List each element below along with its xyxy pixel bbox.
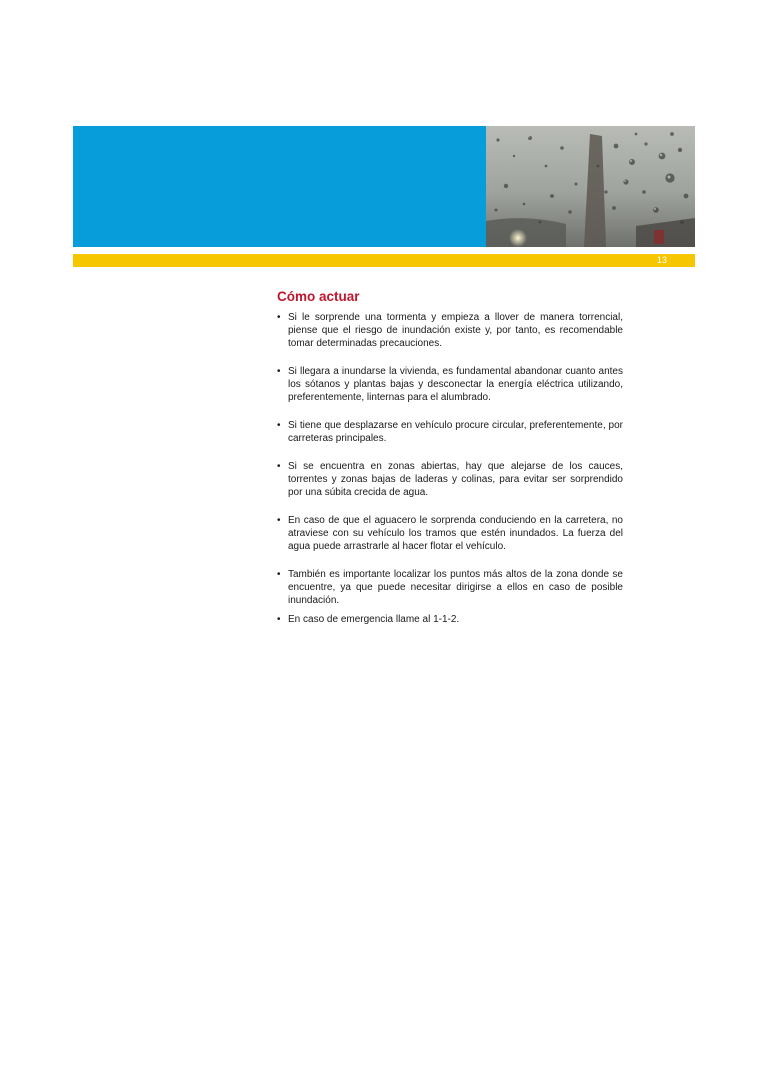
section-title: Cómo actuar <box>277 289 360 304</box>
page-number: 13 <box>656 255 667 265</box>
bullet-icon: • <box>277 420 281 431</box>
bullet-list <box>277 311 623 626</box>
header-band <box>73 126 695 247</box>
bullet-icon: • <box>277 312 281 323</box>
list-item-text: Si llegara a inundarse la vivienda, es fundamental abandonar cuanto antes los sótanos y plantas bajas y desconectar la energía eléctrica utilizando, preferentemente, linternas para el alumbrado. <box>288 366 623 403</box>
list-item-text: En caso de que el aguacero le sorprenda conduciendo en la carretera, no atraviese con su vehículo los tramos que estén inundados. La fuerza del agua puede arrastrarle al hacer flotar el vehículo. <box>288 515 623 552</box>
header-blue-block <box>73 126 486 247</box>
list-item <box>277 613 623 626</box>
yellow-page-bar <box>73 254 695 267</box>
bullet-icon: • <box>277 461 281 472</box>
list-item <box>277 568 623 607</box>
bullet-icon: • <box>277 366 281 377</box>
bullet-icon: • <box>277 569 281 580</box>
list-item <box>277 419 623 445</box>
list-item <box>277 460 623 499</box>
list-item-text: Si tiene que desplazarse en vehículo procure circular, preferentemente, por carreteras principales. <box>288 420 623 444</box>
bullet-icon: • <box>277 614 281 625</box>
list-item <box>277 514 623 553</box>
list-item-text: En caso de emergencia llame al 1-1-2. <box>288 614 460 625</box>
rain-drops-photo <box>486 126 695 247</box>
list-item-text: Si le sorprende una tormenta y empieza a llover de manera torrencial, piense que el riesgo de inundación existe y, por tanto, es recomendable tomar determinadas precauciones. <box>288 312 623 349</box>
list-item <box>277 311 623 350</box>
list-item <box>277 365 623 404</box>
bullet-icon: • <box>277 515 281 526</box>
list-item-text: También es importante localizar los puntos más altos de la zona donde se encuentre, ya que puede necesitar dirigirse a ellos en caso de posible inundación. <box>288 569 623 606</box>
list-item-text: Si se encuentra en zonas abiertas, hay que alejarse de los cauces, torrentes y zonas bajas de laderas y colinas, para evitar ser sorprendido por una súbita crecida de agua. <box>288 461 623 498</box>
content-section <box>277 289 623 641</box>
